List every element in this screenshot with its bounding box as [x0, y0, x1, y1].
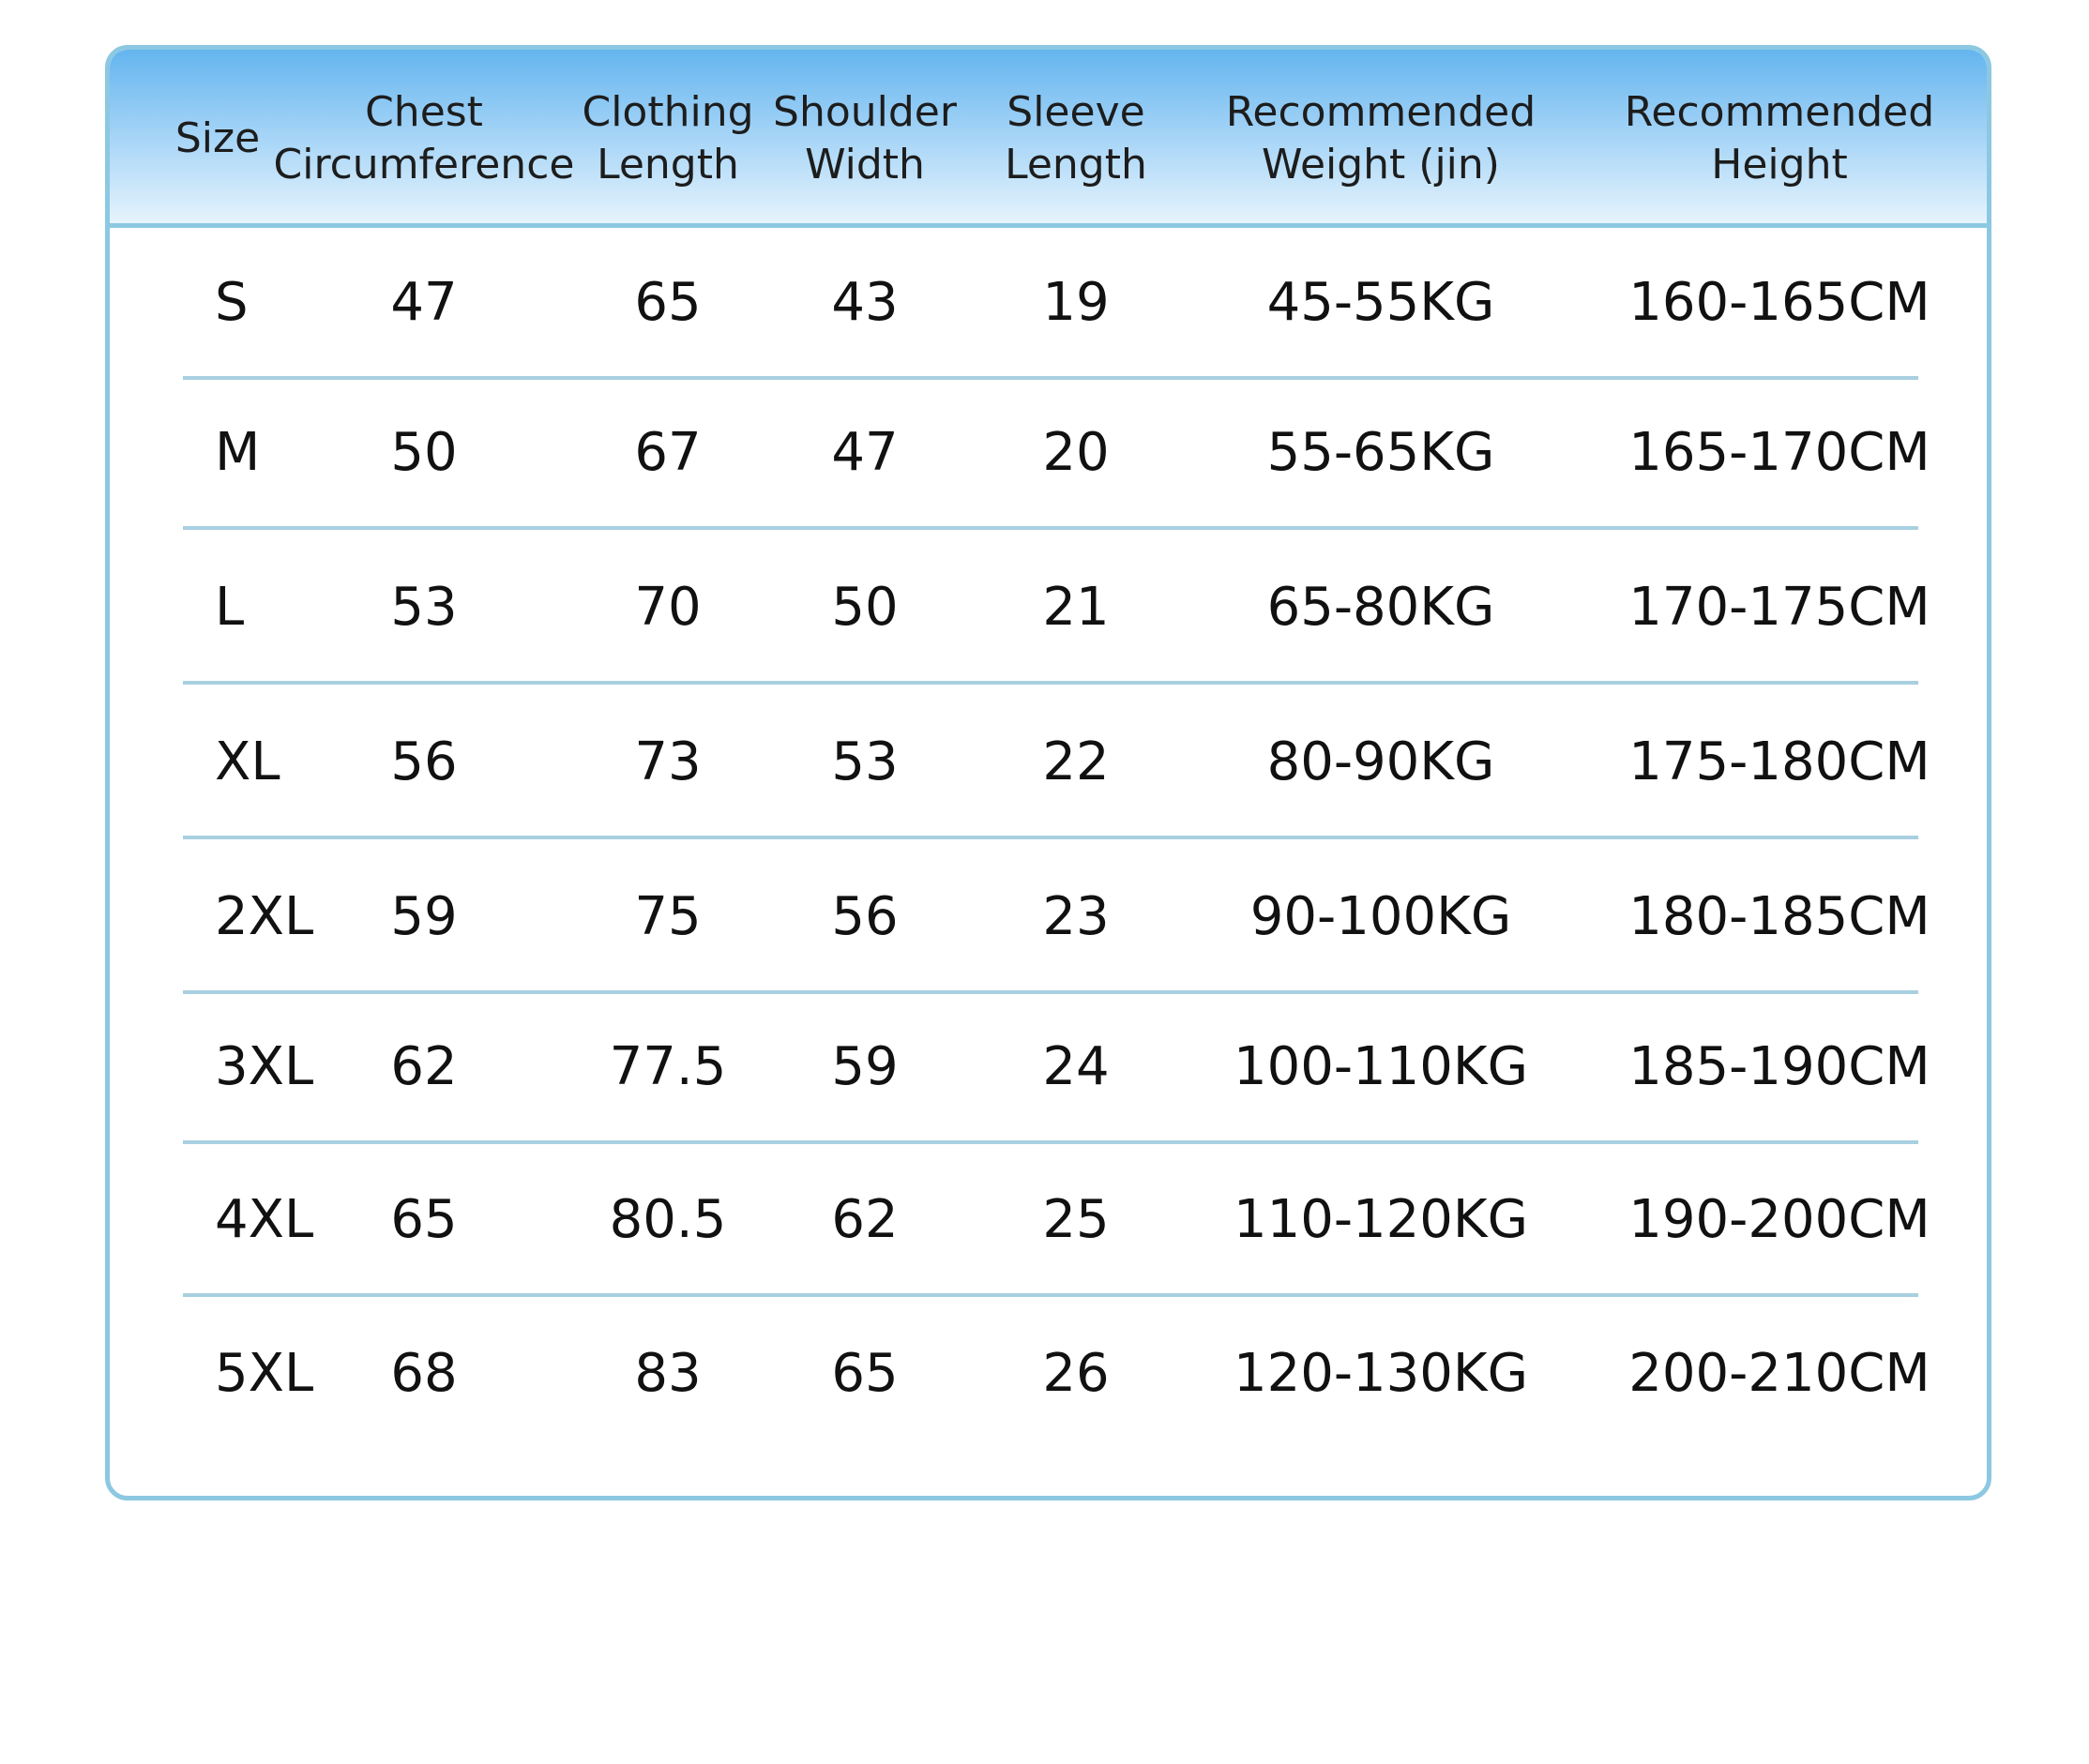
cell-shoulder-width: 50	[831, 576, 899, 638]
cell-size: 2XL	[215, 885, 314, 947]
cell-shoulder-width: 65	[831, 1342, 899, 1404]
cell-shoulder-width: 62	[831, 1188, 899, 1250]
cell-chest: 47	[390, 271, 458, 333]
cell-size: L	[215, 576, 245, 638]
table-row	[110, 1145, 1987, 1293]
cell-clothing-length: 75	[634, 885, 702, 947]
row-divider	[183, 836, 1918, 839]
header-sleeve-length: Sleeve Length	[1005, 88, 1147, 188]
size-chart-table	[105, 45, 1991, 1500]
cell-clothing-length: 80.5	[609, 1188, 727, 1250]
cell-chest: 56	[390, 731, 458, 792]
cell-size: S	[215, 271, 249, 333]
table-row	[110, 533, 1987, 681]
cell-height: 200-210CM	[1628, 1342, 1930, 1404]
header-chest-circumference: Chest Circumference	[273, 88, 575, 188]
cell-sleeve-length: 21	[1042, 576, 1110, 638]
header-size: Size	[174, 114, 261, 162]
cell-size: XL	[215, 731, 280, 792]
cell-height: 180-185CM	[1628, 885, 1930, 947]
header-recommended-weight: Recommended Weight (jin)	[1225, 88, 1536, 188]
cell-shoulder-width: 53	[831, 731, 899, 792]
cell-sleeve-length: 20	[1042, 421, 1110, 483]
table-row	[110, 378, 1987, 526]
cell-clothing-length: 65	[634, 271, 702, 333]
row-divider	[183, 681, 1918, 685]
cell-weight: 45-55KG	[1266, 271, 1495, 333]
cell-weight: 65-80KG	[1266, 576, 1495, 638]
header-shoulder-width: Shoulder Width	[773, 88, 957, 188]
cell-height: 175-180CM	[1628, 731, 1930, 792]
cell-clothing-length: 83	[634, 1342, 702, 1404]
cell-height: 185-190CM	[1628, 1035, 1930, 1097]
cell-chest: 53	[390, 576, 458, 638]
cell-weight: 55-65KG	[1266, 421, 1495, 483]
cell-chest: 59	[390, 885, 458, 947]
cell-shoulder-width: 47	[831, 421, 899, 483]
table-row	[110, 228, 1987, 376]
cell-weight: 100-110KG	[1233, 1035, 1529, 1097]
cell-clothing-length: 77.5	[609, 1035, 727, 1097]
cell-sleeve-length: 22	[1042, 731, 1110, 792]
cell-chest: 68	[390, 1342, 458, 1404]
cell-sleeve-length: 23	[1042, 885, 1110, 947]
row-divider	[183, 526, 1918, 530]
cell-size: 5XL	[215, 1342, 314, 1404]
row-divider	[183, 1140, 1918, 1144]
cell-chest: 65	[390, 1188, 458, 1250]
cell-size: M	[215, 421, 261, 483]
cell-height: 160-165CM	[1628, 271, 1930, 333]
cell-weight: 120-130KG	[1233, 1342, 1529, 1404]
cell-height: 165-170CM	[1628, 421, 1930, 483]
header-recommended-height: Recommended Height	[1624, 88, 1935, 188]
cell-sleeve-length: 19	[1042, 271, 1110, 333]
cell-size: 3XL	[215, 1035, 314, 1097]
table-row	[110, 1299, 1987, 1447]
cell-sleeve-length: 25	[1042, 1188, 1110, 1250]
cell-shoulder-width: 59	[831, 1035, 899, 1097]
cell-clothing-length: 67	[634, 421, 702, 483]
table-row	[110, 687, 1987, 836]
cell-weight: 110-120KG	[1233, 1188, 1529, 1250]
cell-chest: 62	[390, 1035, 458, 1097]
row-divider	[183, 1293, 1918, 1297]
cell-clothing-length: 70	[634, 576, 702, 638]
cell-height: 170-175CM	[1628, 576, 1930, 638]
cell-weight: 80-90KG	[1266, 731, 1495, 792]
cell-clothing-length: 73	[634, 731, 702, 792]
cell-weight: 90-100KG	[1249, 885, 1512, 947]
cell-height: 190-200CM	[1628, 1188, 1930, 1250]
cell-sleeve-length: 26	[1042, 1342, 1110, 1404]
cell-sleeve-length: 24	[1042, 1035, 1110, 1097]
cell-chest: 50	[390, 421, 458, 483]
table-header	[110, 50, 1987, 228]
cell-size: 4XL	[215, 1188, 314, 1250]
table-row	[110, 992, 1987, 1140]
cell-shoulder-width: 56	[831, 885, 899, 947]
header-clothing-length: Clothing Length	[582, 88, 754, 188]
cell-shoulder-width: 43	[831, 271, 899, 333]
table-row	[110, 842, 1987, 990]
